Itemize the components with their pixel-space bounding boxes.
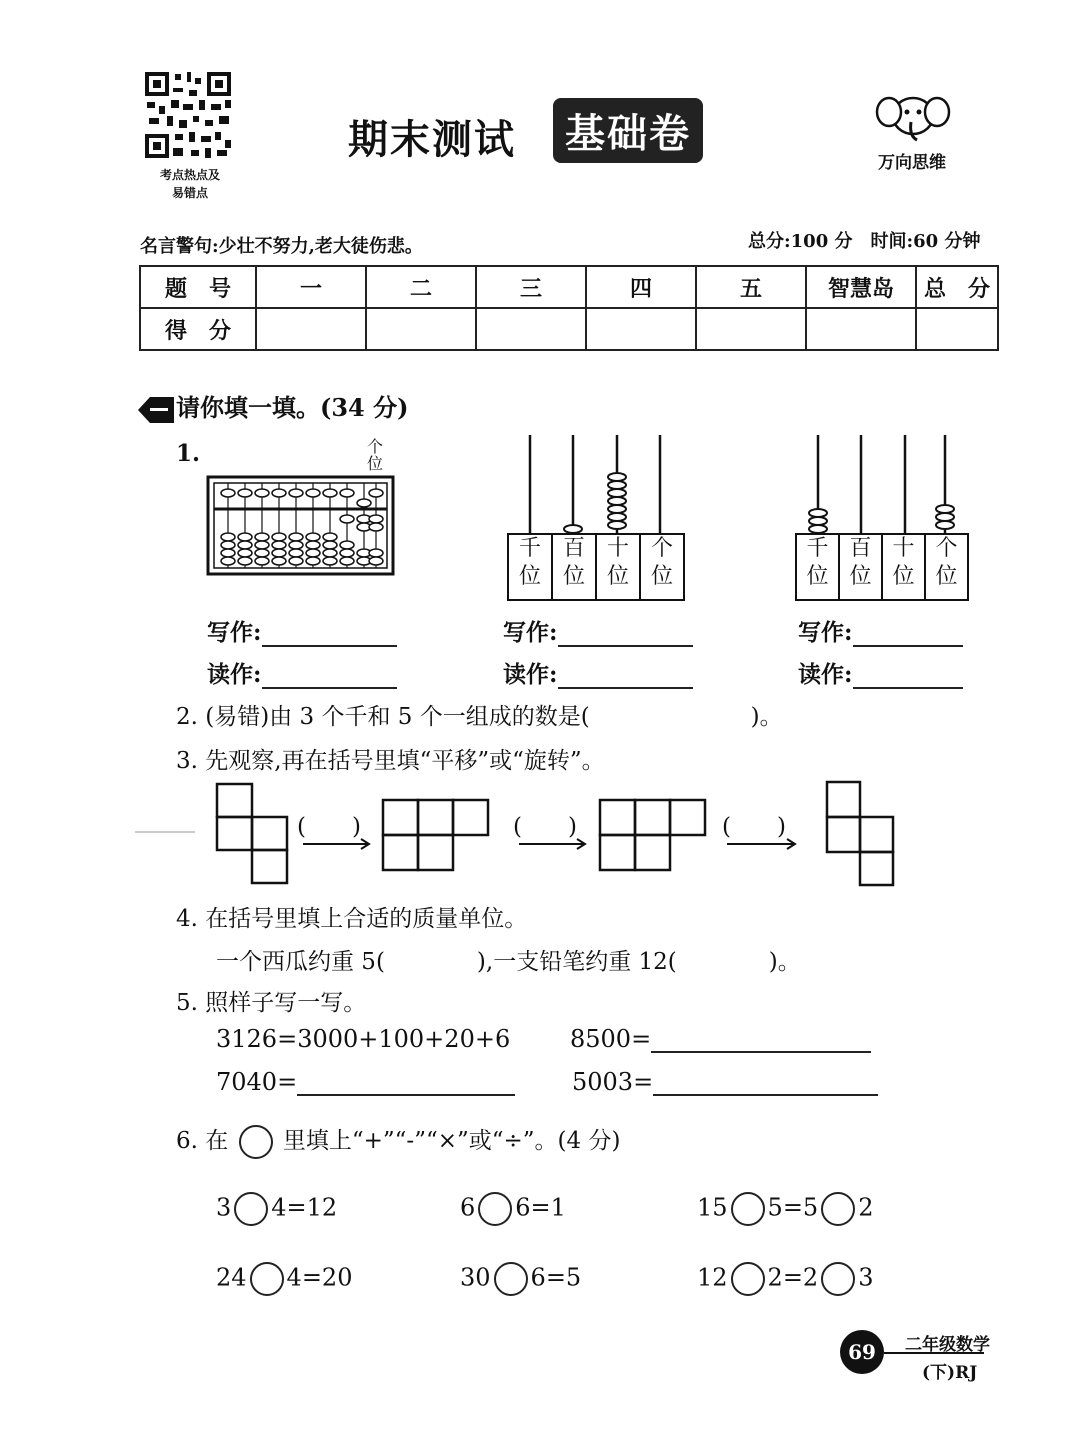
score-cell[interactable] xyxy=(806,308,916,350)
page-number: 69 xyxy=(840,1330,884,1374)
qr-caption-line1: 考点热点及 xyxy=(159,168,220,182)
q6-eq-4 xyxy=(216,1262,352,1296)
section-number-icon xyxy=(136,395,176,425)
operator-circle[interactable] xyxy=(250,1262,284,1296)
operator-circle[interactable] xyxy=(821,1262,855,1296)
place-label: 个位 xyxy=(935,536,958,589)
place-label: 十位 xyxy=(883,535,926,599)
operator-circle[interactable] xyxy=(821,1192,855,1226)
score-cell[interactable] xyxy=(586,308,696,350)
q1-number: 1. xyxy=(176,440,201,467)
eq-operand: 24 xyxy=(216,1263,247,1292)
q4-line2: 一个西瓜约重 5( ),一支铅笔约重 12( )。 xyxy=(216,949,801,975)
score-cell[interactable] xyxy=(366,308,476,350)
write-row-2 xyxy=(503,614,693,647)
title-badge: 基础卷 xyxy=(553,98,703,163)
place-label: 个位 xyxy=(650,536,673,589)
q6-eq-1 xyxy=(216,1192,337,1226)
table-cell: 二 xyxy=(366,266,476,308)
operator-circle[interactable] xyxy=(494,1262,528,1296)
table-cell: 题 号 xyxy=(140,266,256,308)
answer-line[interactable] xyxy=(853,687,963,689)
q5-item-label: 5003= xyxy=(572,1068,654,1096)
table-cell: 五 xyxy=(696,266,806,308)
read-row-1 xyxy=(207,656,397,689)
answer-line[interactable] xyxy=(297,1094,515,1096)
table-cell: 得 分 xyxy=(140,308,256,350)
eq-result: 6=1 xyxy=(515,1193,566,1222)
table-cell: 一 xyxy=(256,266,366,308)
read-row-3 xyxy=(798,656,963,689)
qr-code xyxy=(143,70,233,160)
eq-operand: 15 xyxy=(697,1193,728,1222)
table-cell: 智慧岛 xyxy=(806,266,916,308)
score-table xyxy=(139,265,999,351)
page-title: 期末测试 xyxy=(348,116,516,163)
q5-item-7040 xyxy=(216,1068,515,1096)
footer-edition: (下)RJ xyxy=(922,1363,978,1383)
score-table-score-row xyxy=(140,308,998,350)
eq-result: 4=12 xyxy=(271,1193,338,1222)
place-label: 千位 xyxy=(797,535,840,599)
q2-text: 2. (易错)由 3 个千和 5 个一组成的数是( )。 xyxy=(176,704,783,730)
motto: 名言警句:少壮不努力,老大徒伤悲。 xyxy=(140,236,423,257)
q5-item-label: 8500= xyxy=(570,1025,652,1053)
table-cell: 总 分 xyxy=(916,266,998,308)
write-row-1 xyxy=(207,614,397,647)
answer-line[interactable] xyxy=(653,1094,878,1096)
eq-operand: 2 xyxy=(858,1193,874,1222)
answer-line[interactable] xyxy=(262,645,397,647)
q5-item-label: 7040= xyxy=(216,1068,298,1096)
place-label: 十位 xyxy=(597,535,641,599)
footer-grade: 二年级数学 xyxy=(905,1335,990,1355)
answer-line[interactable] xyxy=(853,645,963,647)
q6-eq-6 xyxy=(697,1262,873,1296)
place-label: 千位 xyxy=(509,535,553,599)
write-label: 写作: xyxy=(503,619,558,646)
eq-result: 4=20 xyxy=(286,1263,353,1292)
q6-eq-3 xyxy=(697,1192,873,1226)
write-label: 写作: xyxy=(207,619,262,646)
eq-result: 2=2 xyxy=(767,1263,819,1292)
read-label: 读作: xyxy=(503,661,558,688)
q6-suffix: 里填上“+”“-”“×”或“÷”。(4 分) xyxy=(282,1128,621,1154)
score-table-header-row xyxy=(140,266,998,308)
answer-line[interactable] xyxy=(651,1051,871,1053)
answer-line[interactable] xyxy=(558,645,693,647)
score-info: 总分:100 分 时间:60 分钟 xyxy=(748,231,981,252)
eq-result: 5=5 xyxy=(767,1193,819,1222)
read-label: 读作: xyxy=(207,661,262,688)
score-cell[interactable] xyxy=(476,308,586,350)
operator-circle[interactable] xyxy=(731,1192,765,1226)
section-heading-text: 请你填一填。(34 分) xyxy=(176,393,409,422)
q3-blank-1[interactable]: ( ) xyxy=(297,814,361,840)
eq-operand: 12 xyxy=(697,1263,728,1292)
q6-eq-2 xyxy=(460,1192,566,1226)
q6-eq-5 xyxy=(460,1262,581,1296)
counting-frame-1 xyxy=(507,435,683,539)
table-cell: 三 xyxy=(476,266,586,308)
table-cell: 四 xyxy=(586,266,696,308)
read-label: 读作: xyxy=(798,661,853,688)
q4-text: 4. 在括号里填上合适的质量单位。 xyxy=(176,906,528,932)
score-cell[interactable] xyxy=(256,308,366,350)
operator-circle[interactable] xyxy=(478,1192,512,1226)
q5-item-8500 xyxy=(570,1025,871,1053)
q3-blank-2[interactable]: ( ) xyxy=(513,814,577,840)
place-value-box-1 xyxy=(507,533,685,601)
logo-text: 万向思维 xyxy=(878,153,946,173)
eq-operand: 30 xyxy=(460,1263,491,1292)
q6-number: 6. xyxy=(176,1128,198,1154)
place-label: 百位 xyxy=(840,535,883,599)
q5-item-5003 xyxy=(572,1068,878,1096)
circle-icon xyxy=(239,1125,273,1159)
q5-example: 3126=3000+100+20+6 xyxy=(216,1025,511,1053)
q6-text xyxy=(176,1122,620,1159)
qr-caption-line2: 易错点 xyxy=(171,186,208,200)
operator-circle[interactable] xyxy=(234,1192,268,1226)
q5-text: 5. 照样子写一写。 xyxy=(176,990,367,1016)
write-row-3 xyxy=(798,614,963,647)
abacus-diagram xyxy=(206,475,396,581)
q6-prefix: 在 xyxy=(205,1128,229,1154)
qr-caption xyxy=(140,166,240,202)
operator-circle[interactable] xyxy=(731,1262,765,1296)
answer-line[interactable] xyxy=(262,687,397,689)
write-label: 写作: xyxy=(798,619,853,646)
q3-blank-3[interactable]: ( ) xyxy=(722,814,786,840)
read-row-2 xyxy=(503,656,693,689)
counting-frame-2 xyxy=(795,435,971,539)
abacus-place-label: 个位 xyxy=(366,437,383,473)
place-label: 百位 xyxy=(553,535,597,599)
section-heading xyxy=(136,388,408,425)
score-cell[interactable] xyxy=(916,308,998,350)
eq-operand: 6 xyxy=(460,1193,476,1222)
q3-text: 3. 先观察,再在括号里填“平移”或“旋转”。 xyxy=(176,748,605,774)
eq-result: 6=5 xyxy=(530,1263,582,1292)
eq-operand: 3 xyxy=(216,1193,232,1222)
eq-operand: 3 xyxy=(858,1263,874,1292)
place-value-box-2 xyxy=(795,533,969,601)
answer-line[interactable] xyxy=(558,687,693,689)
score-cell[interactable] xyxy=(696,308,806,350)
